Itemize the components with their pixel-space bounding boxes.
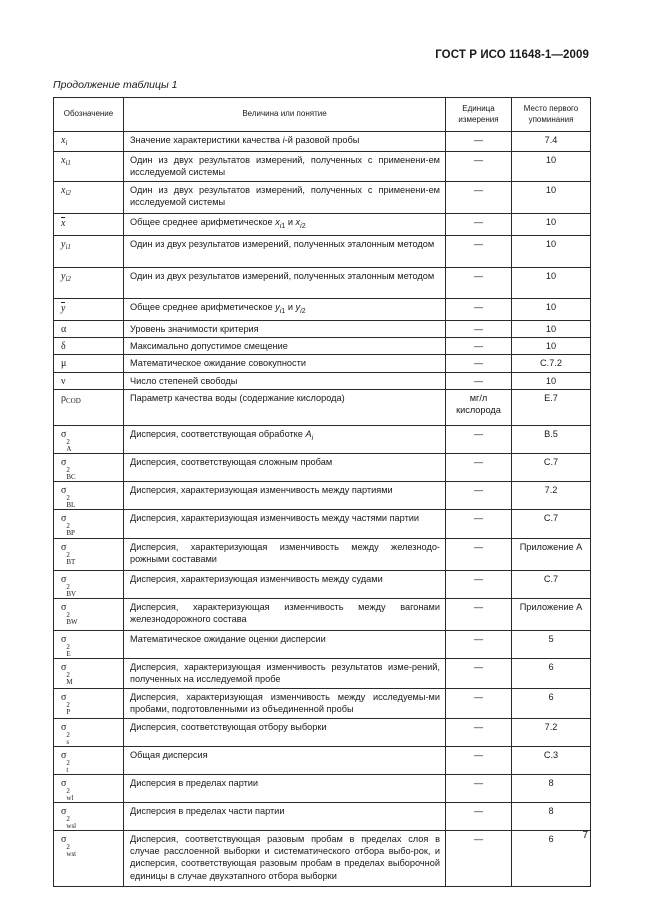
cell-description: Максимально допустимое смещение <box>124 338 446 355</box>
cell-symbol: y <box>54 298 124 320</box>
cell-symbol: μ <box>54 355 124 372</box>
cell-description: Дисперсия, соответствующая отбору выборки <box>124 718 446 746</box>
cell-symbol: σ 2 BP <box>54 510 124 539</box>
cell-description: Число степеней свободы <box>124 372 446 389</box>
table-row <box>54 599 591 631</box>
cell-first-mention: В.5 <box>512 426 591 454</box>
col-header-symbol: Обозначение <box>54 98 124 132</box>
cell-unit: — <box>446 718 512 746</box>
table-body <box>54 132 591 887</box>
cell-unit: — <box>446 372 512 389</box>
table-row <box>54 426 591 454</box>
cell-symbol: $x_{i1}$ <box>54 152 124 182</box>
cell-description: Дисперсия, характеризующая изменчивость между судами <box>124 571 446 599</box>
cell-first-mention: С.7 <box>512 510 591 539</box>
cell-first-mention: 7.2 <box>512 482 591 510</box>
table-row <box>54 213 591 235</box>
cell-symbol: σ 2 s <box>54 718 124 746</box>
cell-first-mention: 10 <box>512 152 591 182</box>
cell-symbol: σ 2 wl <box>54 774 124 802</box>
cell-unit: — <box>446 830 512 886</box>
cell-symbol: σ 2 M <box>54 659 124 689</box>
cell-first-mention: С.3 <box>512 746 591 774</box>
cell-symbol: σ 2 P <box>54 688 124 718</box>
cell-description: Дисперсия, характеризующая изменчивость между вагонами железнодорожного состава <box>124 599 446 631</box>
cell-unit: — <box>446 571 512 599</box>
cell-description: Значение характеристики качества i-й разовой пробы <box>124 132 446 152</box>
table-row <box>54 298 591 320</box>
cell-unit: — <box>446 426 512 454</box>
table-row <box>54 454 591 482</box>
cell-first-mention: 6 <box>512 659 591 689</box>
table-row <box>54 746 591 774</box>
cell-first-mention: С.7 <box>512 454 591 482</box>
cell-description: Общее среднее арифметическое $x_{i1}$ и $x_{i2}$ <box>124 213 446 235</box>
col-header-unit: Единица измерения <box>446 98 512 132</box>
cell-first-mention: Е.7 <box>512 390 591 426</box>
table-row <box>54 355 591 372</box>
cell-description: Один из двух результатов измерений, полученных с применени-ем исследуемой системы <box>124 181 446 213</box>
cell-unit: — <box>446 235 512 267</box>
table-row <box>54 802 591 830</box>
table-row <box>54 338 591 355</box>
table-row <box>54 510 591 539</box>
cell-description: Параметр качества воды (содержание кислорода) <box>124 390 446 426</box>
cell-first-mention: 10 <box>512 213 591 235</box>
cell-symbol: x <box>54 213 124 235</box>
cell-symbol: σ 2 A <box>54 426 124 454</box>
cell-symbol: σ 2 t <box>54 746 124 774</box>
table-row <box>54 571 591 599</box>
cell-unit: — <box>446 132 512 152</box>
cell-unit: — <box>446 181 512 213</box>
cell-unit: — <box>446 659 512 689</box>
cell-symbol: $y_{i1}$ <box>54 235 124 267</box>
cell-unit: — <box>446 774 512 802</box>
cell-unit: — <box>446 355 512 372</box>
cell-description: Общее среднее арифметическое $y_{i1}$ и $y_{i2}$ <box>124 298 446 320</box>
cell-unit: — <box>446 482 512 510</box>
table-continuation-caption: Продолжение таблицы 1 <box>53 79 178 91</box>
cell-description: Дисперсия, характеризующая изменчивость между железнодо-рожными составами <box>124 539 446 571</box>
document-code: ГОСТ Р ИСО 11648-1—2009 <box>435 49 589 61</box>
cell-description: Дисперсия, соответствующая сложным пробам <box>124 454 446 482</box>
cell-description: Один из двух результатов измерений, полученных с применени-ем исследуемой системы <box>124 152 446 182</box>
table-row <box>54 688 591 718</box>
col-header-quantity: Величина или понятие <box>124 98 446 132</box>
cell-unit: — <box>446 338 512 355</box>
cell-unit: — <box>446 599 512 631</box>
table-row <box>54 235 591 267</box>
symbols-table <box>53 97 591 887</box>
table-row <box>54 267 591 298</box>
table-row <box>54 390 591 426</box>
cell-symbol: σ 2 BT <box>54 539 124 571</box>
cell-unit: — <box>446 746 512 774</box>
table-row <box>54 774 591 802</box>
cell-unit: — <box>446 631 512 659</box>
cell-description: Математическое ожидание оценки дисперсии <box>124 631 446 659</box>
table-row <box>54 482 591 510</box>
cell-first-mention: 10 <box>512 320 591 337</box>
cell-symbol: $y_{i2}$ <box>54 267 124 298</box>
cell-symbol: σ 2 BL <box>54 482 124 510</box>
cell-first-mention: 5 <box>512 631 591 659</box>
cell-description: Математическое ожидание совокупности <box>124 355 446 372</box>
cell-unit: — <box>446 802 512 830</box>
cell-symbol: ν <box>54 372 124 389</box>
cell-unit: — <box>446 320 512 337</box>
cell-first-mention: 7.2 <box>512 718 591 746</box>
cell-symbol: $x_i$ <box>54 132 124 152</box>
table-row <box>54 830 591 886</box>
cell-description: Дисперсия, характеризующая изменчивость между частями партии <box>124 510 446 539</box>
cell-first-mention: 8 <box>512 802 591 830</box>
cell-description: Дисперсия в пределах партии <box>124 774 446 802</box>
cell-unit: — <box>446 267 512 298</box>
cell-symbol: σ 2 wsl <box>54 802 124 830</box>
cell-first-mention: 6 <box>512 688 591 718</box>
cell-first-mention: Приложение А <box>512 539 591 571</box>
cell-first-mention: 10 <box>512 235 591 267</box>
cell-symbol: $\rho_{COD}$ <box>54 390 124 426</box>
table-row <box>54 181 591 213</box>
cell-symbol: δ <box>54 338 124 355</box>
cell-description: Уровень значимости критерия <box>124 320 446 337</box>
cell-description: Дисперсия, характеризующая изменчивость результатов изме-рений, полученных на исследуемой пробе <box>124 659 446 689</box>
cell-description: Один из двух результатов измерений, полученных эталонным методом <box>124 267 446 298</box>
col-header-first-mention: Место первого упоминания <box>512 98 591 132</box>
cell-unit: — <box>446 510 512 539</box>
table-row <box>54 539 591 571</box>
cell-unit: — <box>446 539 512 571</box>
cell-symbol: σ 2 BW <box>54 599 124 631</box>
cell-description: Дисперсия, соответствующая обработке $A_i$ <box>124 426 446 454</box>
cell-description: Общая дисперсия <box>124 746 446 774</box>
cell-first-mention: 10 <box>512 338 591 355</box>
cell-unit: — <box>446 688 512 718</box>
table-row <box>54 320 591 337</box>
cell-symbol: $x_{i2}$ <box>54 181 124 213</box>
table-row <box>54 152 591 182</box>
table-row <box>54 372 591 389</box>
cell-symbol: σ 2 wst <box>54 830 124 886</box>
cell-unit: мг/л кислорода <box>446 390 512 426</box>
cell-first-mention: 7.4 <box>512 132 591 152</box>
cell-symbol: σ 2 E <box>54 631 124 659</box>
cell-unit: — <box>446 152 512 182</box>
cell-description: Один из двух результатов измерений, полученных эталонным методом <box>124 235 446 267</box>
cell-first-mention: 10 <box>512 267 591 298</box>
cell-symbol: σ 2 BV <box>54 571 124 599</box>
cell-symbol: α <box>54 320 124 337</box>
cell-unit: — <box>446 213 512 235</box>
cell-first-mention: Приложение А <box>512 599 591 631</box>
cell-first-mention: 10 <box>512 181 591 213</box>
cell-first-mention: 6 <box>512 830 591 886</box>
cell-first-mention: С.7 <box>512 571 591 599</box>
cell-first-mention: 8 <box>512 774 591 802</box>
cell-first-mention: 10 <box>512 372 591 389</box>
table-row <box>54 659 591 689</box>
cell-first-mention: С.7.2 <box>512 355 591 372</box>
page-number: 7 <box>582 830 588 841</box>
cell-description: Дисперсия, характеризующая изменчивость между исследуемы-ми пробами, подготовленными из объединенной пробы <box>124 688 446 718</box>
table-row <box>54 631 591 659</box>
table-row <box>54 718 591 746</box>
cell-first-mention: 10 <box>512 298 591 320</box>
cell-description: Дисперсия, соответствующая разовым пробам в пределах слоя в случае расслоенной выборки и систематического отбора выбо-рок, и дисперсия, соответствующая разовым пробам в пределах выборочной единицы в случае двухэтапного отбора выборки <box>124 830 446 886</box>
cell-description: Дисперсия в пределах части партии <box>124 802 446 830</box>
cell-unit: — <box>446 454 512 482</box>
cell-description: Дисперсия, характеризующая изменчивость между партиями <box>124 482 446 510</box>
cell-symbol: σ 2 BC <box>54 454 124 482</box>
cell-unit: — <box>446 298 512 320</box>
table-header-row <box>54 98 591 132</box>
table-row <box>54 132 591 152</box>
